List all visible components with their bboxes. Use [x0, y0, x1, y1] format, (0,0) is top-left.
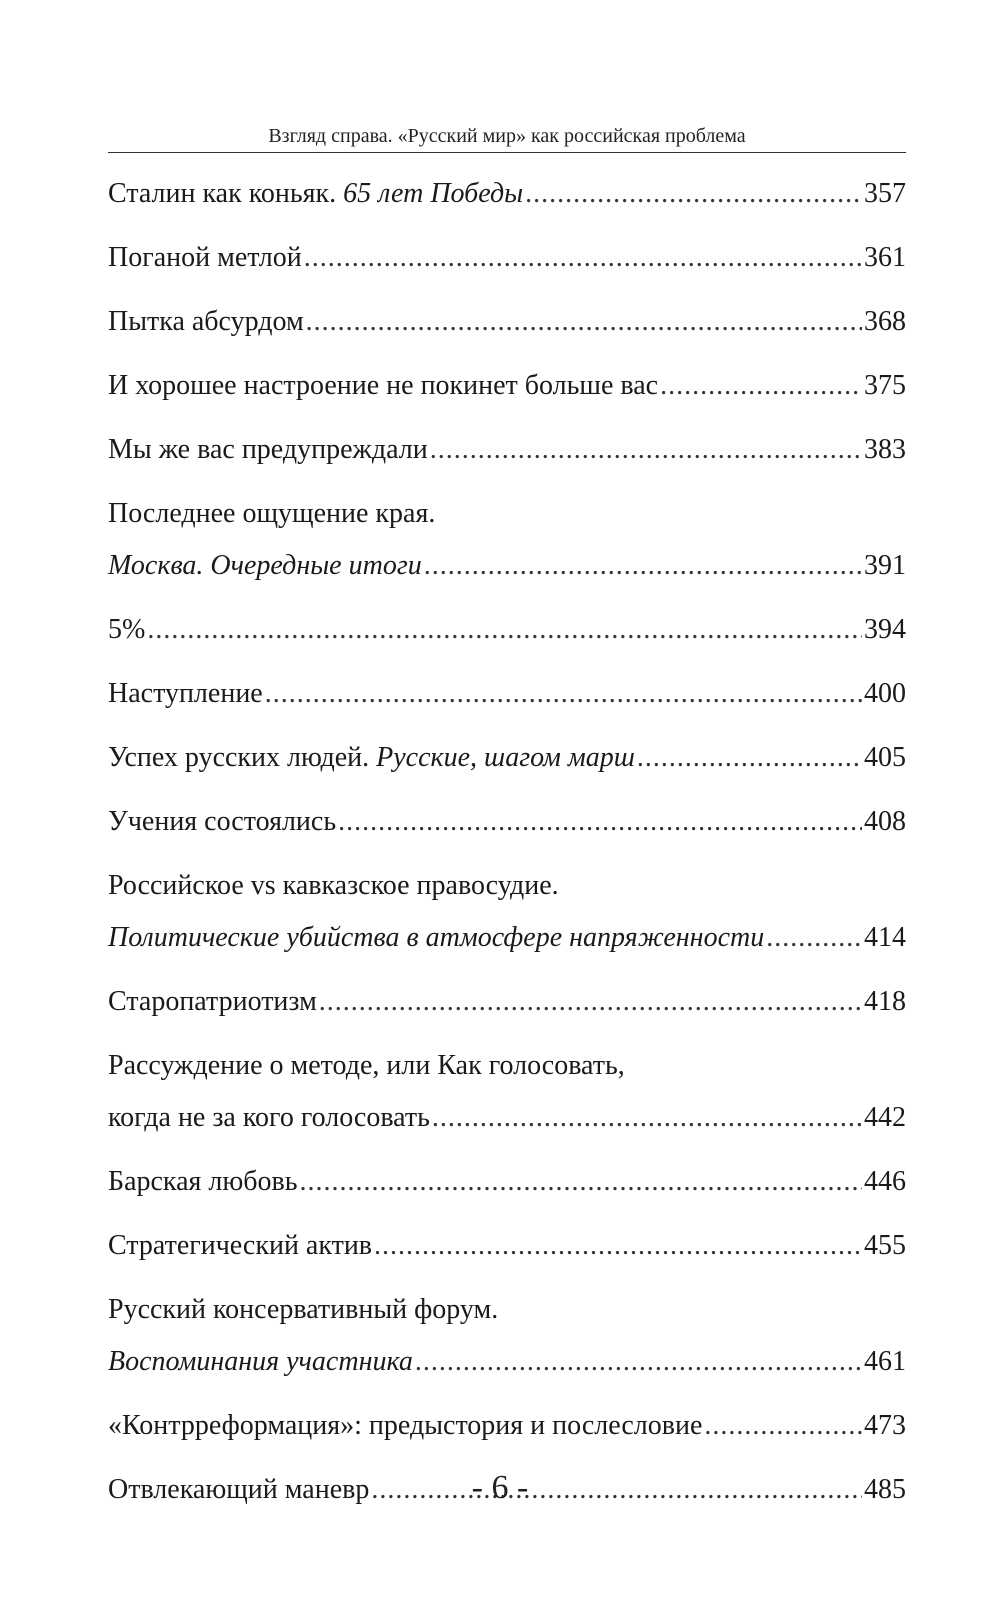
toc-title [108, 424, 428, 476]
toc-line [108, 1336, 906, 1388]
dot-leader [637, 732, 862, 784]
toc-title-text: Барская любовь [108, 1166, 298, 1197]
toc-page-number: 383 [864, 434, 906, 465]
toc-title-text: Успех русских людей. [108, 742, 377, 773]
toc-entry [108, 424, 906, 476]
toc-title-text: Учения состоялись [108, 806, 337, 837]
toc-line [108, 912, 906, 964]
table-of-contents [108, 168, 906, 1528]
toc-entry [108, 360, 906, 412]
toc-line [108, 668, 906, 720]
dot-leader [338, 796, 862, 848]
toc-page-number: 391 [864, 550, 906, 581]
toc-page-number: 446 [864, 1166, 906, 1197]
dot-leader [432, 1092, 862, 1144]
toc-page-number: 414 [864, 922, 906, 953]
toc-title-first-line: Последнее ощущение края. [108, 498, 436, 529]
toc-title [108, 1336, 413, 1388]
toc-title-first-line: Русский консервативный форум. [108, 1294, 499, 1325]
toc-line [108, 360, 906, 412]
toc-title-italic: 65 лет Победы [343, 178, 524, 209]
toc-entry [108, 732, 906, 784]
toc-title [108, 796, 336, 848]
dot-leader [525, 168, 862, 220]
toc-page-number: 473 [864, 1410, 906, 1441]
toc-title [108, 296, 304, 348]
toc-title [108, 976, 317, 1028]
toc-entry [108, 1156, 906, 1208]
toc-entry [108, 168, 906, 220]
dot-leader [704, 1400, 862, 1452]
toc-line [108, 424, 906, 476]
toc-title [108, 232, 302, 284]
toc-entry [108, 1220, 906, 1272]
dot-leader [147, 604, 862, 656]
toc-title-first-line: Рассуждение о методе, или Как голосовать, [108, 1050, 625, 1081]
toc-title-text: Поганой метлой [108, 242, 302, 273]
toc-title-text: когда не за кого голосовать [108, 1102, 430, 1133]
toc-line-first [108, 488, 906, 540]
toc-line [108, 1400, 906, 1452]
toc-page-number: 361 [864, 242, 906, 273]
toc-title-text: И хорошее настроение не покинет больше вас [108, 370, 659, 401]
toc-line-first [108, 860, 906, 912]
dot-leader [415, 1336, 862, 1388]
page-number-footer: - 6 - [471, 1469, 529, 1506]
toc-title-text: Наступление [108, 678, 263, 709]
toc-page-number: 400 [864, 678, 906, 709]
toc-title-text: Сталин как коньяк. [108, 178, 344, 209]
toc-title [108, 604, 145, 656]
toc-line [108, 732, 906, 784]
dot-leader [374, 1220, 862, 1272]
toc-entry [108, 668, 906, 720]
toc-title-first-line: Российское vs кавказское правосудие. [108, 870, 559, 901]
dot-leader [265, 668, 862, 720]
dot-leader [424, 540, 862, 592]
toc-entry [108, 604, 906, 656]
toc-title-text: Старопатриотизм [108, 986, 317, 1017]
toc-line [108, 232, 906, 284]
toc-title [108, 732, 635, 784]
toc-entry [108, 1400, 906, 1452]
toc-title-italic: Воспоминания участника [108, 1346, 413, 1377]
toc-title [108, 912, 764, 964]
toc-line [108, 976, 906, 1028]
toc-title-italic: Русские, шагом марш [376, 742, 635, 773]
toc-line [108, 1156, 906, 1208]
toc-line [108, 796, 906, 848]
toc-page-number: 357 [864, 178, 906, 209]
toc-line [108, 1092, 906, 1144]
toc-line [108, 1220, 906, 1272]
toc-line [108, 296, 906, 348]
toc-title [108, 360, 658, 412]
dot-leader [300, 1156, 862, 1208]
toc-page-number: 461 [864, 1346, 906, 1377]
toc-page-number: 394 [864, 614, 906, 645]
toc-title-italic: Москва. Очередные итоги [108, 550, 422, 581]
toc-line-first [108, 1040, 906, 1092]
dot-leader [660, 360, 862, 412]
toc-page-number: 408 [864, 806, 906, 837]
running-header: Взгляд справа. «Русский мир» как российская проблема [268, 125, 746, 147]
toc-page-number: 405 [864, 742, 906, 773]
toc-entry [108, 296, 906, 348]
toc-title-text: Мы же вас предупреждали [108, 434, 428, 465]
toc-title [108, 1156, 298, 1208]
toc-page-number: 455 [864, 1230, 906, 1261]
toc-title [108, 668, 263, 720]
toc-title [108, 1092, 430, 1144]
toc-title-text: Стратегический актив [108, 1230, 373, 1261]
toc-entry [108, 976, 906, 1028]
toc-title-text: «Контрреформация»: предыстория и послесловие [108, 1410, 703, 1441]
dot-leader [430, 424, 862, 476]
toc-title-text: Пытка абсурдом [108, 306, 304, 337]
dot-leader [306, 296, 862, 348]
toc-entry [108, 1040, 906, 1144]
dot-leader [766, 912, 862, 964]
toc-title [108, 1220, 372, 1272]
toc-title-text: Отвлекающий маневр [108, 1474, 370, 1505]
toc-entry [108, 232, 906, 284]
toc-page-number: 368 [864, 306, 906, 337]
toc-line-first [108, 1284, 906, 1336]
toc-page-number: 485 [864, 1474, 906, 1505]
toc-entry [108, 860, 906, 964]
toc-entry [108, 488, 906, 592]
toc-page-number: 375 [864, 370, 906, 401]
header-rule [108, 152, 906, 153]
dot-leader [304, 232, 862, 284]
toc-title-text: 5% [108, 614, 146, 645]
toc-line [108, 604, 906, 656]
toc-title-italic: Политические убийства в атмосфере напряженности [108, 922, 765, 953]
toc-entry [108, 796, 906, 848]
toc-line [108, 168, 906, 220]
toc-title [108, 168, 523, 220]
toc-line [108, 540, 906, 592]
toc-page-number: 442 [864, 1102, 906, 1133]
toc-entry [108, 1284, 906, 1388]
toc-page-number: 418 [864, 986, 906, 1017]
toc-title [108, 1400, 702, 1452]
toc-title [108, 540, 422, 592]
dot-leader [319, 976, 862, 1028]
